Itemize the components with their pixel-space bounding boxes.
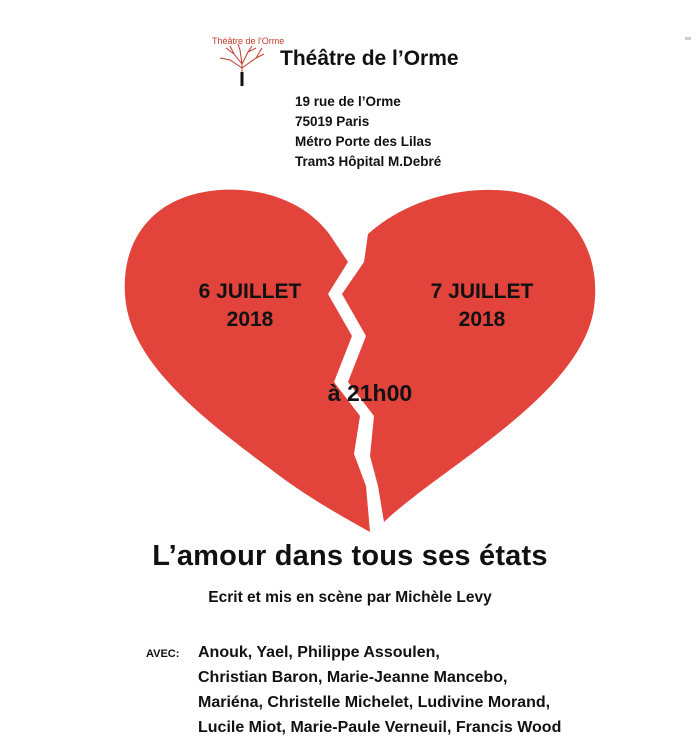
- date-left: [180, 278, 320, 334]
- tree-icon: [212, 44, 274, 88]
- theatre-name: Théâtre de l’Orme: [280, 47, 459, 70]
- theatre-address: [295, 92, 441, 172]
- heart-right-half: [342, 190, 595, 522]
- cast-line: Christian Baron, Marie-Jeanne Mancebo,: [198, 669, 508, 686]
- corner-mark: [685, 37, 691, 40]
- play-credit: Ecrit et mis en scène par Michèle Levy: [208, 589, 492, 606]
- broken-heart-icon: [108, 186, 608, 536]
- cast-line: Lucile Miot, Marie-Paule Verneuil, Francis Wood: [198, 719, 562, 736]
- address-metro: Métro Porte des Lilas: [295, 134, 432, 149]
- address-street: 19 rue de l’Orme: [295, 94, 401, 109]
- show-time: à 21h00: [327, 380, 413, 406]
- cast-line: Mariéna, Christelle Michelet, Ludivine Morand,: [198, 694, 551, 711]
- date-left-day: 6 JUILLET: [198, 280, 302, 303]
- cast-list: [198, 640, 561, 740]
- date-right-day: 7 JUILLET: [430, 280, 534, 303]
- date-left-year: 2018: [226, 308, 274, 331]
- play-title: L’amour dans tous ses états: [152, 540, 548, 572]
- cast-label: AVEC:: [146, 648, 180, 660]
- address-tram: Tram3 Hôpital M.Debré: [295, 154, 442, 169]
- address-city: 75019 Paris: [295, 114, 370, 129]
- date-right: [412, 278, 552, 334]
- logo-text: Théâtre de l'Orme: [212, 36, 285, 46]
- date-right-year: 2018: [458, 308, 506, 331]
- theatre-logo: [212, 36, 285, 86]
- cast-line: Anouk, Yael, Philippe Assoulen,: [198, 644, 440, 661]
- heart-left-half: [125, 190, 370, 532]
